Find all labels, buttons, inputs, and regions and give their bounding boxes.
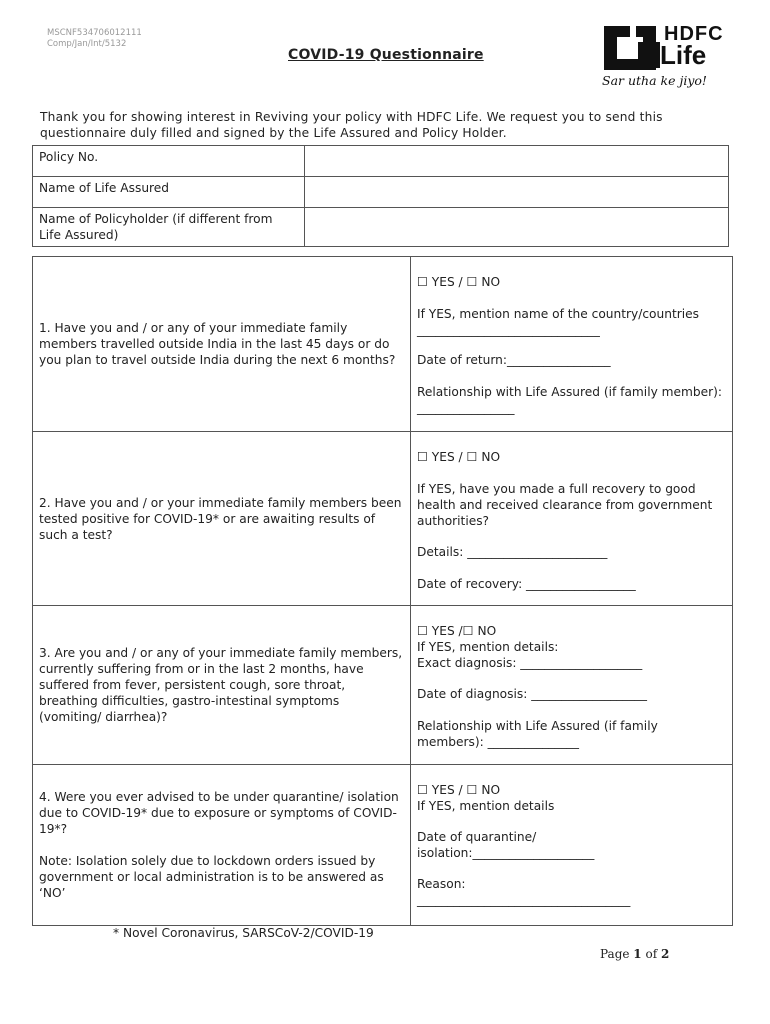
question-1-text: 1. Have you and / or any of your immediate family members travelled outside India in the last 45 days or do you plan to travel outside India during the next 6 months? [33, 257, 411, 432]
logo-text-bottom: Life [660, 40, 707, 70]
policy-number-field[interactable] [305, 146, 729, 177]
answer-1-relationship: Relationship with Life Assured (if family member): [417, 385, 723, 399]
answer-2-options[interactable]: ☐ YES / ☐ NO [417, 450, 501, 464]
answer-1-country: If YES, mention name of the country/countries [417, 307, 699, 321]
questions-table [32, 256, 733, 926]
question-3-text: 3. Are you and / or any of your immediate family members, currently suffering from or in the last 2 months, have suffered from fever, persistent cough, sore throat, breathing difficulties, gastro-intestinal symptoms (vomiting/ diarrhea)? [33, 606, 411, 765]
answer-4-quarantine-label: Date of quarantine/ [417, 830, 537, 844]
answer-3-relationship[interactable]: Relationship with Life Assured (if family members): _______________ [417, 719, 658, 749]
policy-number-row [33, 146, 729, 177]
answer-3-diagnosis[interactable]: Exact diagnosis: ____________________ [417, 656, 643, 670]
page-current: 1 [633, 947, 642, 961]
answer-2-recovery-question: If YES, have you made a full recovery to good health and received clearance from government authorities? [417, 482, 713, 528]
page-title: COVID-19 Questionnaire [288, 47, 484, 63]
answer-4-quarantine-date[interactable]: isolation:____________________ [417, 846, 595, 860]
answer-1-options[interactable]: ☐ YES / ☐ NO [417, 275, 501, 289]
answer-4-cell[interactable] [411, 765, 733, 926]
policyholder-label: Name of Policyholder (if different from Life Assured) [33, 208, 305, 247]
logo-text-top: HDFC [664, 23, 724, 45]
answer-3-options[interactable]: ☐ YES /☐ NO [417, 624, 497, 638]
answer-3-details-label: If YES, mention details: [417, 640, 559, 654]
life-assured-row [33, 177, 729, 208]
policy-details-table [32, 145, 729, 247]
answer-4-options[interactable]: ☐ YES / ☐ NO [417, 783, 501, 797]
question-4-note: Note: Isolation solely due to lockdown orders issued by government or local administration is to be answered as ‘NO’ [39, 854, 384, 900]
footnote: * Novel Coronavirus, SARSCoV-2/COVID-19 [113, 926, 374, 940]
question-2-text: 2. Have you and / or your immediate family members been tested positive for COVID-19* or are awaiting results of such a test? [33, 432, 411, 606]
question-row-4 [33, 765, 733, 926]
logo-tagline: Sar utha ke jiyo! [602, 73, 707, 88]
answer-1-relationship-blank[interactable]: ________________ [417, 401, 515, 415]
answer-1-cell[interactable] [411, 257, 733, 432]
question-row-2 [33, 432, 733, 606]
page-number [600, 947, 669, 961]
answer-3-diagnosis-date[interactable]: Date of diagnosis: ___________________ [417, 687, 647, 701]
answer-4-details-label: If YES, mention details [417, 799, 555, 813]
page-of: of [641, 947, 661, 961]
question-4-text: 4. Were you ever advised to be under quarantine/ isolation due to COVID-19* due to exposure or symptoms of COVID-19*? [39, 790, 399, 836]
question-row-1 [33, 257, 733, 432]
intro-text: Thank you for showing interest in Reviving your policy with HDFC Life. We request you to send this questionnaire duly filled and signed by the Life Assured and Policy Holder. [40, 110, 663, 140]
policyholder-field[interactable] [305, 208, 729, 247]
answer-2-recovery-date[interactable]: Date of recovery: __________________ [417, 577, 636, 591]
policy-number-label: Policy No. [33, 146, 305, 177]
policyholder-row [33, 208, 729, 247]
answer-2-details[interactable]: Details: _______________________ [417, 545, 608, 559]
answer-4-reason-label: Reason: [417, 877, 466, 891]
answer-4-reason-blank[interactable]: ___________________________________ [417, 893, 631, 907]
question-row-3 [33, 606, 733, 765]
document-code: MSCNF534706012111 [47, 28, 142, 38]
hdfc-life-logo [600, 24, 734, 94]
page-total: 2 [660, 947, 670, 961]
answer-1-country-blank[interactable]: ______________________________ [417, 323, 600, 337]
question-4-cell [33, 765, 411, 926]
document-reference: Comp/Jan/Int/5132 [47, 39, 127, 49]
page-prefix: Page [600, 947, 634, 961]
life-assured-field[interactable] [305, 177, 729, 208]
answer-2-cell[interactable] [411, 432, 733, 606]
answer-1-return-date[interactable]: Date of return:_________________ [417, 353, 611, 367]
life-assured-label: Name of Life Assured [33, 177, 305, 208]
answer-3-cell[interactable] [411, 606, 733, 765]
